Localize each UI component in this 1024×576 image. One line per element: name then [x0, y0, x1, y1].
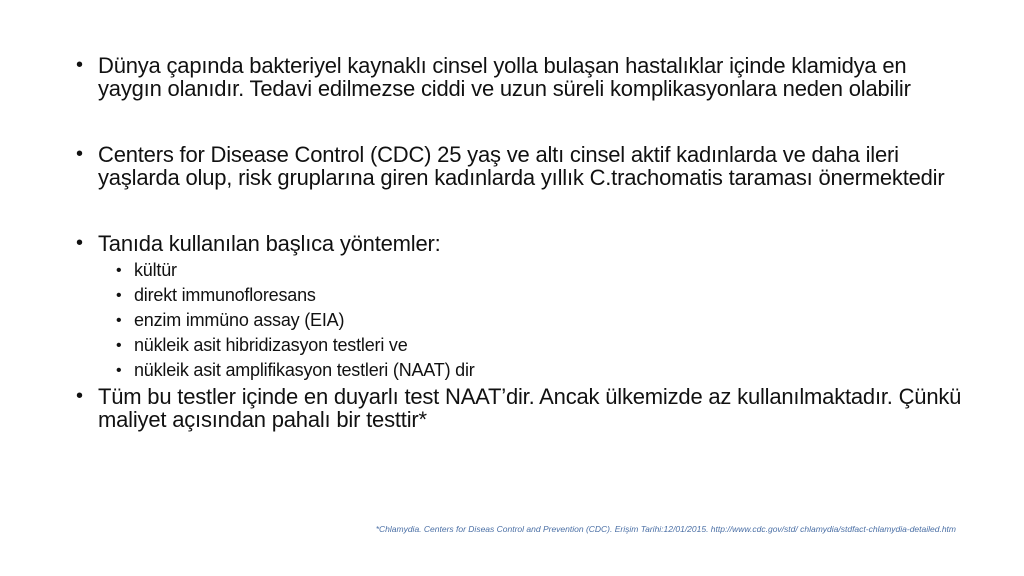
sub-bullet-item: [114, 333, 964, 358]
sub-bullet-item: [114, 283, 964, 308]
sub-bullet-text: enzim immüno assay (EIA): [134, 310, 345, 330]
sub-bullet-list: [98, 258, 964, 383]
sub-bullet-item: [114, 358, 964, 383]
bullet-list: [74, 54, 964, 431]
bullet-item-naat-sensitivity: [74, 385, 964, 431]
sub-bullet-item: [114, 258, 964, 283]
bullet-text: Dünya çapında bakteriyel kaynaklı cinsel yolla bulaşan hastalıklar içinde klamidya en yaygın olanıdır. Tedavi edilmezse ciddi ve uzun süreli komplikasyonlara neden olabilir: [98, 53, 911, 101]
footnote-citation: *Chlamydia. Centers for Diseas Control and Prevention (CDC). Erişim Tarihi:12/01/2015. http://www.cdc.gov/std/ chlamydia/stdfact-chlamydia-detailed.htm: [375, 524, 956, 534]
sub-bullet-text: nükleik asit amplifikasyon testleri (NAAT) dir: [134, 360, 475, 380]
bullet-text: Centers for Disease Control (CDC) 25 yaş ve altı cinsel aktif kadınlarda ve daha ileri yaşlarda olup, risk gruplarına giren kadınlarda yıllık C.trachomatis taraması önermektedir: [98, 142, 945, 190]
sub-bullet-item: [114, 308, 964, 333]
bullet-item-diagnostic-methods: [74, 232, 964, 383]
bullet-text: Tüm bu testler içinde en duyarlı test NAAT’dir. Ancak ülkemizde az kullanılmaktadır. Çünkü maliyet açısından pahalı bir testtir*: [98, 384, 962, 432]
bullet-item-cdc-screening: [74, 143, 964, 189]
sub-bullet-text: kültür: [134, 260, 177, 280]
sub-bullet-text: nükleik asit hibridizasyon testleri ve: [134, 335, 408, 355]
sub-bullet-text: direkt immunofloresans: [134, 285, 316, 305]
bullet-text: Tanıda kullanılan başlıca yöntemler:: [98, 231, 441, 256]
bullet-item-chlamydia-prevalence: [74, 54, 964, 100]
